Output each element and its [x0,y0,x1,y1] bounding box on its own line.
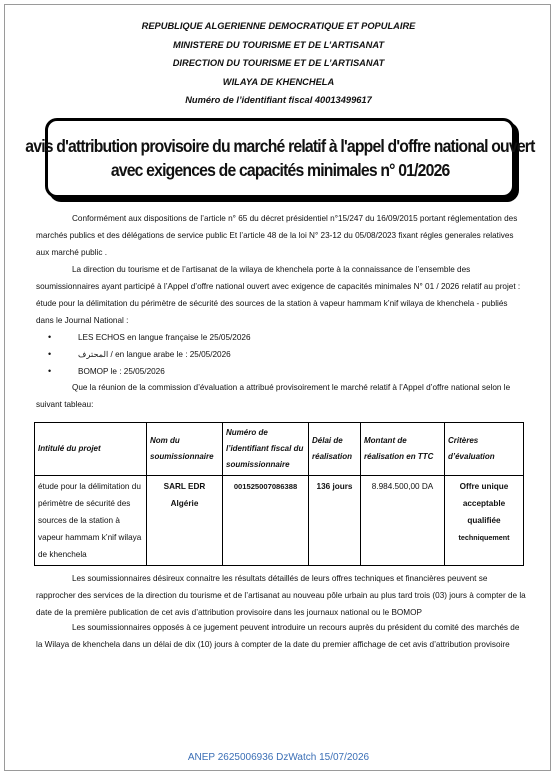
paragraph-results: Les soumissionnaires désireux connaitre les résultats détaillés de leurs offres techniques et financières peuvent se rapprocher des services de la direction du tourisme et de l’artisanat au nouveau pôle urbain au plus tard trois (03) jours à compter de la date de la première publication de cet avis d’attribution provisoire dans les journaux national ou le BOMOP [36,574,526,617]
bidder-name: SARL EDR [163,482,206,491]
bullet-icon: • [48,349,52,359]
paragraph-legal-basis: Conformément aux dispositions de l’article n° 65 du décret présidentiel n°15/247 du 16/09/2015 portant réglementation des marchés publics et des délégations de service public Et l’article 48 de la loi N° 23-12 du 05/08/2023 fixant régles generales relatives aux marché public . [36,214,518,257]
header-republic: REPUBLIQUE ALGERIENNE DEMOCRATIQUE ET POPULAIRE [141,21,416,31]
table-row [35,476,524,566]
list-item [36,363,526,380]
cell-criteria [445,476,524,566]
notice-title-box [25,118,535,198]
list-item [36,346,526,363]
criteria-main: Offre unique acceptable qualifiée [459,482,509,525]
col-header-delay: Délai de réalisation [309,423,361,476]
cell-delay: 136 jours [309,476,361,566]
list-item [36,329,526,346]
bullet-icon: • [48,366,52,376]
table-header-row [35,423,524,476]
col-header-bidder: Nom du soumissionnaire [147,423,223,476]
publication-text: LES ECHOS en langue française le 25/05/2026 [78,333,251,342]
award-table [34,422,524,566]
header-ministry: MINISTERE DU TOURISME ET DE L’ARTISANAT [172,39,385,50]
paragraph-commission: Que la réunion de la commission d’évaluation a attribué provisoirement le marché relatif à l’Appel d’offre national selon le suivant tableau: [36,383,511,409]
cell-bidder [147,476,223,566]
paragraph-announcement: La direction du tourisme et de l’artisanat de la wilaya de khenchela porte à la connaissance de l’ensemble des soumissionnaires ayant participé à l’Appel d’offre national ouvert avec exigence de capacités minimales N° 01 / 2026 relatif au projet : étude pour la délimitation du périmètre de sécurité des sources de la station à vapeur hammam k’nif wilaya de khenchela - publiés dans le Journal National : [36,265,521,325]
header-wilaya: WILAYA DE KHENCHELA [222,76,335,87]
notice-title-line1: avis d'attribution provisoire du marché relatif à l'appel d'offre national ouvert [25,136,535,156]
criteria-sub: techniquement [458,533,510,542]
col-header-criteria: Critères d’évaluation [445,423,524,476]
notice-title-line2: avec exigences de capacités minimales n° 01/2026 [110,160,450,180]
publication-list [36,329,526,380]
cell-project: étude pour la délimitation du périmètre de sécurité des sources de la station à vapeur hammam k’nif wilaya de khenchela [35,476,147,566]
cell-fiscal-id: 001525007086388 [223,476,309,566]
header-direction: DIRECTION DU TOURISME ET DE L’ARTISANAT [172,58,385,69]
col-header-amount: Montant de réalisation en TTC [361,423,445,476]
publication-text: المحترف / en langue arabe le : 25/05/2026 [78,350,231,359]
footer-reference: ANEP 2625006936 DzWatch 15/07/2026 [187,752,370,763]
paragraph-appeal: Les soumissionnaires opposés à ce jugement peuvent introduire un recours auprès du président du comité des marchés de la Wilaya de khenchela dans un délai de dix (10) jours à compter de la date du premier affichage de cet avis d’attribution provisoire [36,623,520,649]
announcement-section [36,261,526,380]
bidder-country: Algérie [170,499,199,508]
document-header [0,17,557,110]
cell-amount: 8.984.500,00 DA [361,476,445,566]
col-header-project: Intitulé du projet [35,423,147,476]
header-fiscal-id: Numéro de l’identifiant fiscal 40013499617 [185,95,372,106]
col-header-fiscal-id: Numéro de l’identifiant fiscal du soumissionnaire [223,423,309,476]
bullet-icon: • [48,332,52,342]
publication-text: BOMOP le : 25/05/2026 [78,367,165,376]
